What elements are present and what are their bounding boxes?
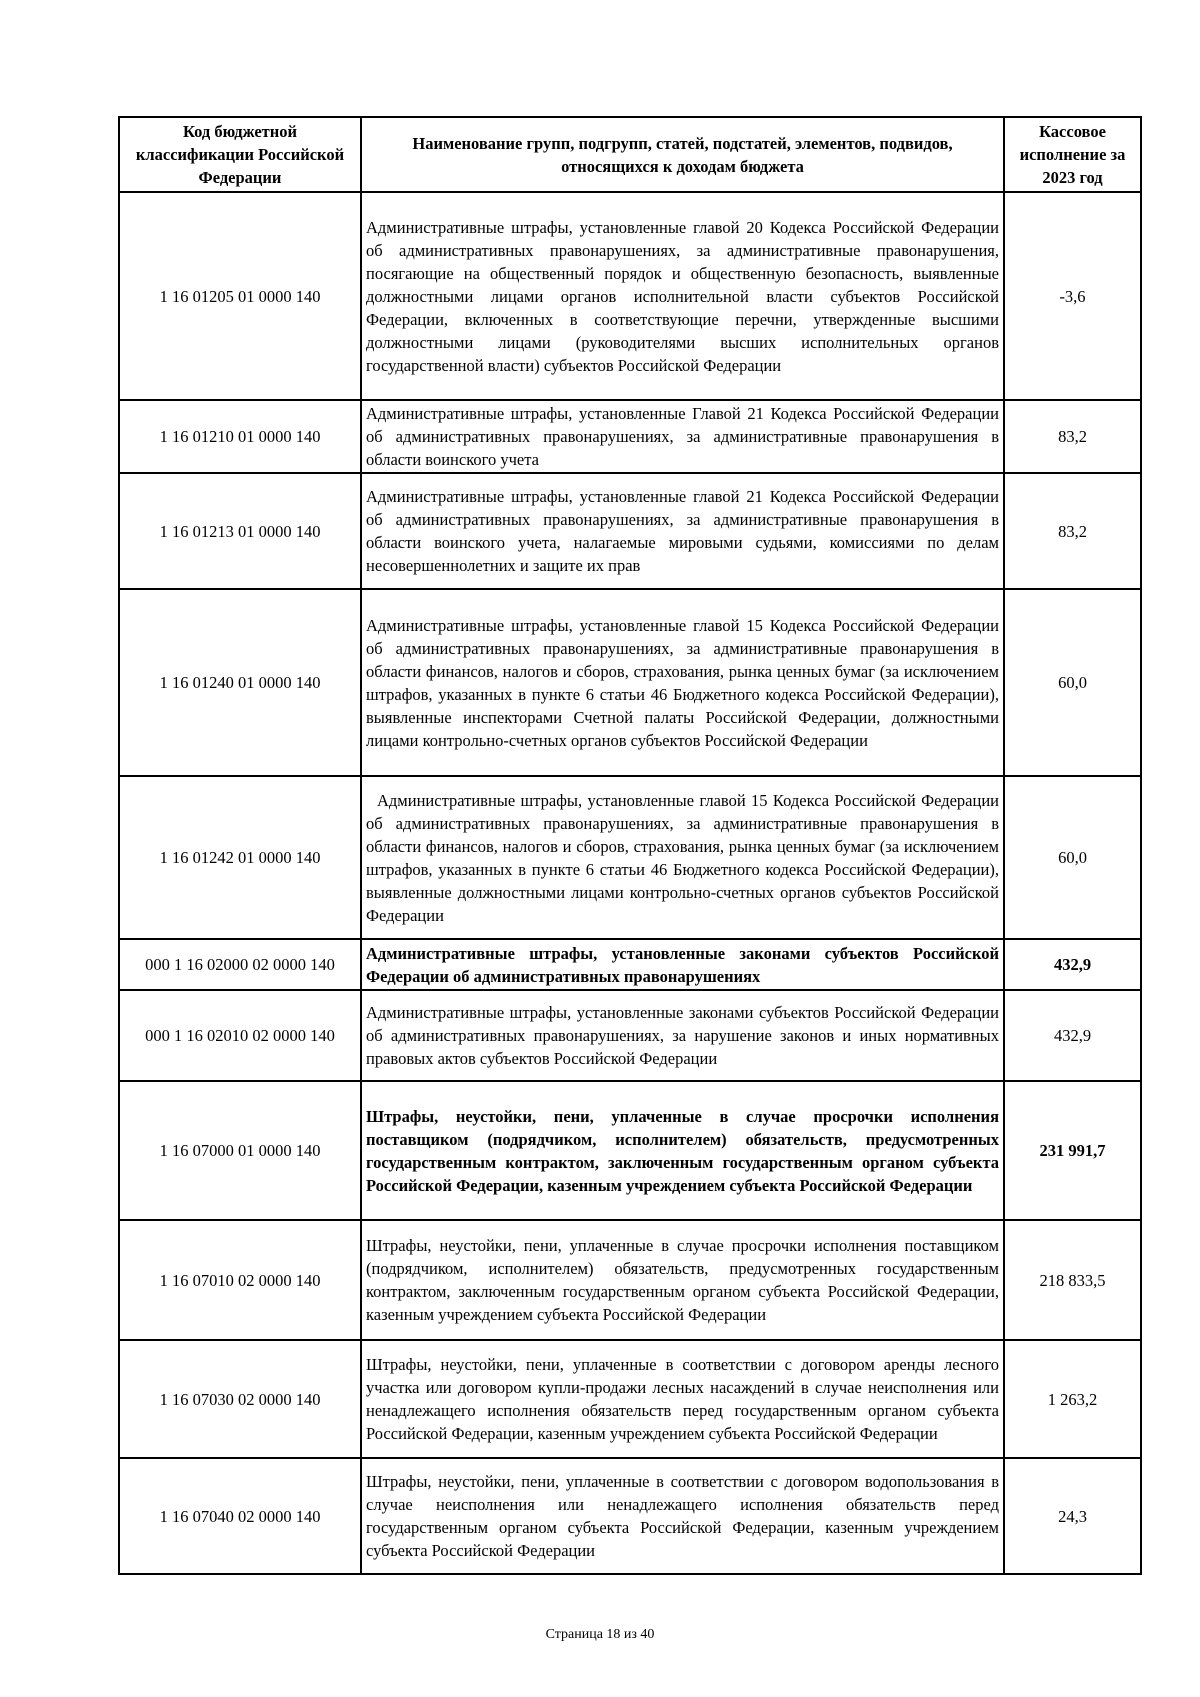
row-name: Административные штрафы, установленные законами субъектов Российской Федерации об административных правонарушениях	[361, 939, 1004, 990]
row-amount: 432,9	[1004, 990, 1141, 1081]
row-code: 000 1 16 02000 02 0000 140	[119, 939, 361, 990]
row-amount: 83,2	[1004, 400, 1141, 473]
row-amount: 83,2	[1004, 473, 1141, 589]
table-row	[119, 400, 1141, 473]
row-name: Штрафы, неустойки, пени, уплаченные в соответствии с договором водопользования в случае неисполнения или ненадлежащего исполнения обязательств перед государственным органом субъекта Российской Федерации, казенным учреждением субъекта Российской Федерации	[361, 1458, 1004, 1574]
header-name: Наименование групп, подгрупп, статей, подстатей, элементов, подвидов, относящихся к доходам бюджета	[361, 117, 1004, 192]
row-amount: 60,0	[1004, 776, 1141, 939]
row-amount: 1 263,2	[1004, 1340, 1141, 1458]
row-code: 1 16 01240 01 0000 140	[119, 589, 361, 776]
table-row	[119, 990, 1141, 1081]
table-row	[119, 776, 1141, 939]
row-code: 1 16 01213 01 0000 140	[119, 473, 361, 589]
table-row-group	[119, 1081, 1141, 1220]
row-amount: 60,0	[1004, 589, 1141, 776]
row-name: Штрафы, неустойки, пени, уплаченные в случае просрочки исполнения поставщиком (подрядчиком, исполнителем) обязательств, предусмотренных государственным контрактом, заключенным государственным органом субъекта Российской Федерации, казенным учреждением субъекта Российской Федерации	[361, 1220, 1004, 1340]
budget-revenue-table	[118, 116, 1142, 1575]
row-amount: 231 991,7	[1004, 1081, 1141, 1220]
row-name: Административные штрафы, установленные главой 20 Кодекса Российской Федерации об административных правонарушениях, за административные правонарушения, посягающие на общественный порядок и общественную безопасность, выявленные должностными лицами органов исполнительной власти субъектов Российской Федерации, включенных в соответствующие перечни, утвержденные высшими должностными лицами (руководителями высших исполнительных органов государственной власти) субъектов Российской Федерации	[361, 192, 1004, 400]
table-header-row	[119, 117, 1141, 192]
table-row	[119, 192, 1141, 400]
row-amount: -3,6	[1004, 192, 1141, 400]
row-name: Штрафы, неустойки, пени, уплаченные в случае просрочки исполнения поставщиком (подрядчиком, исполнителем) обязательств, предусмотренных государственным контрактом, заключенным государственным органом субъекта Российской Федерации, казенным учреждением субъекта Российской Федерации	[361, 1081, 1004, 1220]
row-name: Штрафы, неустойки, пени, уплаченные в соответствии с договором аренды лесного участка или договором купли-продажи лесных насаждений в случае неисполнения или ненадлежащего исполнения обязательств перед государственным органом субъекта Российской Федерации, казенным учреждением субъекта Российской Федерации	[361, 1340, 1004, 1458]
header-code: Код бюджетной классификации Российской Федерации	[119, 117, 361, 192]
table-row-group	[119, 939, 1141, 990]
row-name: Административные штрафы, установленные главой 15 Кодекса Российской Федерации об административных правонарушениях, за административные правонарушения в области финансов, налогов и сборов, страхования, рынка ценных бумаг (за исключением штрафов, указанных в пункте 6 статьи 46 Бюджетного кодекса Российской Федерации), выявленные должностными лицами контрольно-счетных органов субъектов Российской Федерации	[361, 776, 1004, 939]
table-row	[119, 1220, 1141, 1340]
row-amount: 432,9	[1004, 939, 1141, 990]
table-row	[119, 473, 1141, 589]
row-code: 1 16 01205 01 0000 140	[119, 192, 361, 400]
row-amount: 24,3	[1004, 1458, 1141, 1574]
page-number: Страница 18 из 40	[545, 1627, 655, 1642]
table-row	[119, 1458, 1141, 1574]
header-amount: Кассовое исполнение за 2023 год	[1004, 117, 1141, 192]
table-row	[119, 589, 1141, 776]
row-name: Административные штрафы, установленные законами субъектов Российской Федерации об административных правонарушениях, за нарушение законов и иных нормативных правовых актов субъектов Российской Федерации	[361, 990, 1004, 1081]
table-row	[119, 1340, 1141, 1458]
row-code: 1 16 01210 01 0000 140	[119, 400, 361, 473]
row-name: Административные штрафы, установленные Главой 21 Кодекса Российской Федерации об административных правонарушениях, за административные правонарушения в области воинского учета	[361, 400, 1004, 473]
row-code: 1 16 07040 02 0000 140	[119, 1458, 361, 1574]
row-code: 1 16 07000 01 0000 140	[119, 1081, 361, 1220]
row-code: 1 16 07030 02 0000 140	[119, 1340, 361, 1458]
row-name: Административные штрафы, установленные главой 15 Кодекса Российской Федерации об административных правонарушениях, за административные правонарушения в области финансов, налогов и сборов, страхования, рынка ценных бумаг (за исключением штрафов, указанных в пункте 6 статьи 46 Бюджетного кодекса Российской Федерации), выявленные инспекторами Счетной палаты Российской Федерации, должностными лицами контрольно-счетных органов субъектов Российской Федерации	[361, 589, 1004, 776]
row-name: Административные штрафы, установленные главой 21 Кодекса Российской Федерации об административных правонарушениях, за административные правонарушения в области воинского учета, налагаемые мировыми судьями, комиссиями по делам несовершеннолетних и защите их прав	[361, 473, 1004, 589]
row-code: 1 16 07010 02 0000 140	[119, 1220, 361, 1340]
row-code: 1 16 01242 01 0000 140	[119, 776, 361, 939]
row-amount: 218 833,5	[1004, 1220, 1141, 1340]
row-code: 000 1 16 02010 02 0000 140	[119, 990, 361, 1081]
